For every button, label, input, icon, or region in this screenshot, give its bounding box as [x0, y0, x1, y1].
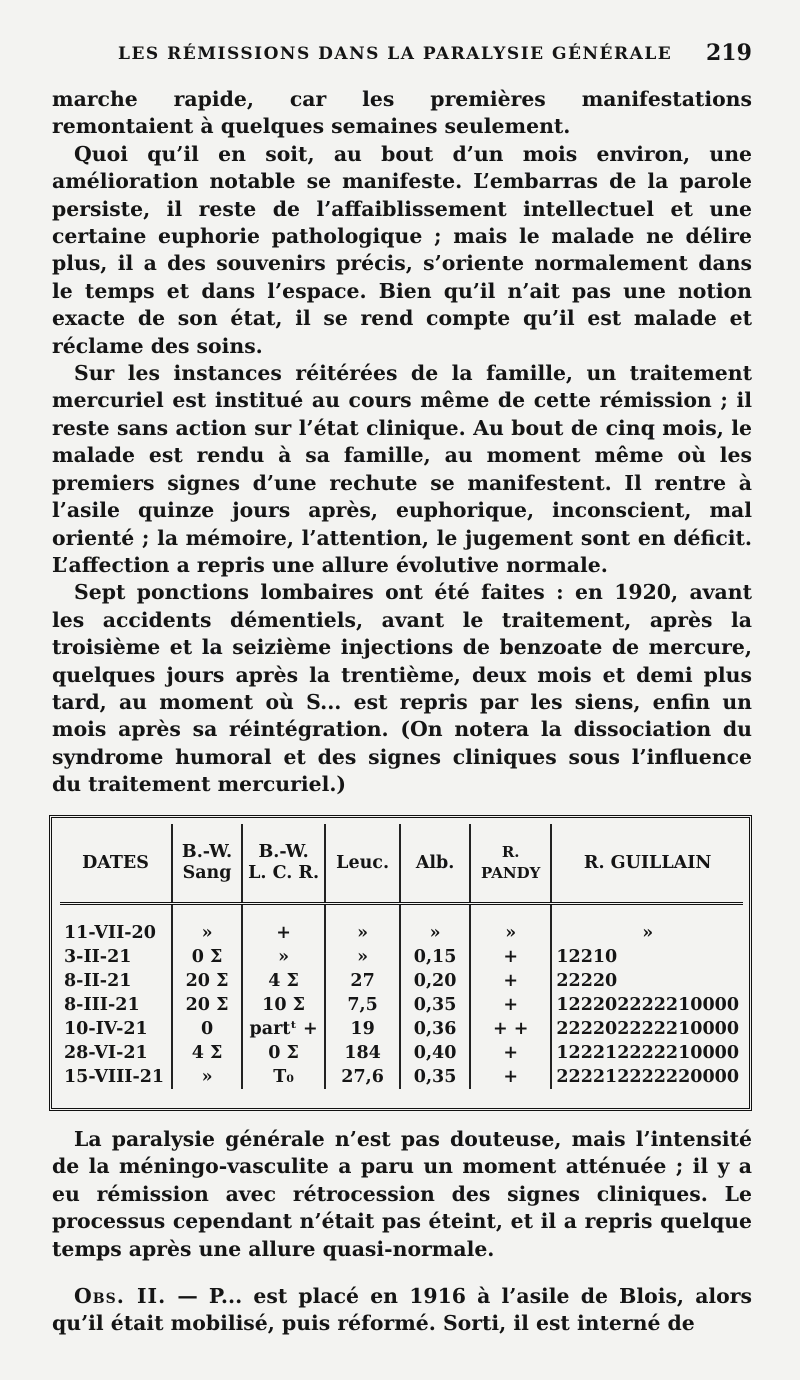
table-row [60, 1017, 743, 1041]
table-row [60, 945, 743, 969]
cell-alb: 0,36 [400, 1017, 470, 1041]
cell-bw-lcr: 10 Σ [242, 993, 325, 1017]
body-text-bottom [52, 1126, 752, 1338]
cell-pandy: + [470, 1065, 551, 1089]
cell-bw-lcr: partᵗ + [242, 1017, 325, 1041]
cell-alb: 0,40 [400, 1041, 470, 1065]
cell-pandy: » [470, 904, 551, 946]
observation-text: — P... est placé en 1916 à l’asile de Blois, alors qu’il était mobilisé, puis réformé. Sorti, il est interné de [52, 1284, 752, 1336]
cell-pandy: + [470, 969, 551, 993]
header-bw-sang: B.-W. Sang [172, 824, 242, 904]
cell-guillain: 12210 [556, 947, 618, 967]
header-guillain: R. GUILLAIN [551, 824, 743, 904]
header-pandy: R. PANDY [470, 824, 551, 904]
cell-pandy: + [470, 993, 551, 1017]
cell-alb: 0,35 [400, 993, 470, 1017]
table-row [60, 969, 743, 993]
cell-bw-lcr: + [242, 904, 325, 946]
paragraph: Sept ponctions lombaires ont été faites : en 1920, avant les accidents démentiels, avant le traitement, après la troisième et la seizième injections de benzoate de mercure, quelques jours après la trentième, deux mois et demi plus tard, au moment où S... est repris par les siens, enfin un mois après sa réintégration. (On notera la dissociation du syndrome humoral et des signes cliniques sous l’influence du traitement mercuriel.) [52, 580, 752, 797]
cell-leuc: 27,6 [325, 1065, 400, 1089]
cell-guillain: 222202222210000 [556, 1019, 739, 1039]
header-alb: Alb. [400, 824, 470, 904]
paragraph: marche rapide, car les premières manifestations remontaient à quelques semaines seulement. [52, 87, 752, 139]
cell-guillain: 22220 [556, 971, 618, 991]
cell-guillain: 222212222220000 [556, 1067, 739, 1087]
cell-pandy: + [470, 945, 551, 969]
paragraph: Sur les instances réitérées de la famille, un traitement mercuriel est institué au cours même de cette rémission ; il reste sans action sur l’état clinique. Au bout de cinq mois, le malade est rendu à sa famille, au moment même où les premiers signes d’une rechute se manifestent. Il rentre à l’asile quinze jours après, euphorique, inconscient, mal orienté ; la mémoire, l’attention, le jugement sont en déficit. L’affection a repris une allure évolutive normale. [52, 361, 752, 577]
table-header-row [60, 824, 743, 904]
header-leuc: Leuc. [325, 824, 400, 904]
cell-bw-sang: 4 Σ [172, 1041, 242, 1065]
table-row [60, 1041, 743, 1065]
cell-leuc: 7,5 [325, 993, 400, 1017]
cell-leuc: 27 [325, 969, 400, 993]
cell-date: 15-VIII-21 [60, 1065, 172, 1089]
table-row [60, 904, 743, 946]
cell-pandy: + [470, 1041, 551, 1065]
header-dates: DATES [60, 824, 172, 904]
cell-date: 28-VI-21 [60, 1041, 172, 1065]
paragraph: La paralysie générale n’est pas douteuse, mais l’intensité de la méningo-vasculite a paru un moment atténuée ; il y a eu rémission avec rétrocession des signes cliniques. Le processus cependant n’était pas éteint, et il a repris quelque temps après une allure quasi-normale. [52, 1127, 752, 1261]
cell-bw-sang: 20 Σ [172, 969, 242, 993]
observation-paragraph [52, 1283, 752, 1338]
cell-date: 3-II-21 [60, 945, 172, 969]
cell-bw-sang: » [172, 1065, 242, 1089]
observation-label: Obs. II. [74, 1284, 167, 1309]
cell-leuc: » [325, 945, 400, 969]
cell-bw-lcr: 0 Σ [242, 1041, 325, 1065]
cell-leuc: 19 [325, 1017, 400, 1041]
cell-bw-sang: 20 Σ [172, 993, 242, 1017]
cell-bw-sang: 0 [172, 1017, 242, 1041]
paragraph: Quoi qu’il en soit, au bout d’un mois environ, une amélioration notable se manifeste. L’embarras de la parole persiste, il reste de l’affaiblissement intellectuel et une certaine euphorie pathologique ; mais le malade ne délire plus, il a des souvenirs précis, s’oriente normalement dans le temps et dans l’espace. Bien qu’il n’ait pas une notion exacte de son état, il se rend compte qu’il est malade et réclame des soins. [52, 141, 752, 358]
cell-leuc: » [325, 904, 400, 946]
cell-alb: 0,15 [400, 945, 470, 969]
lumbar-puncture-table-frame [49, 815, 752, 1111]
cell-guillain: » [642, 923, 654, 943]
cell-leuc: 184 [325, 1041, 400, 1065]
table-row [60, 1065, 743, 1089]
cell-bw-sang: » [172, 904, 242, 946]
cell-bw-lcr: » [242, 945, 325, 969]
body-text-top [52, 86, 752, 799]
cell-bw-lcr: 4 Σ [242, 969, 325, 993]
cell-date: 11-VII-20 [60, 904, 172, 946]
cell-date: 10-IV-21 [60, 1017, 172, 1041]
cell-alb: » [400, 904, 470, 946]
running-header [0, 40, 800, 74]
cell-date: 8-II-21 [60, 969, 172, 993]
cell-guillain: 122212222210000 [556, 1043, 739, 1063]
cell-alb: 0,35 [400, 1065, 470, 1089]
page-number: 219 [706, 40, 752, 66]
lumbar-puncture-table [60, 824, 743, 1089]
cell-pandy: + + [470, 1017, 551, 1041]
table-row [60, 993, 743, 1017]
cell-date: 8-III-21 [60, 993, 172, 1017]
cell-bw-sang: 0 Σ [172, 945, 242, 969]
cell-bw-lcr: T₀ [242, 1065, 325, 1089]
cell-alb: 0,20 [400, 969, 470, 993]
header-bw-lcr: B.-W. L. C. R. [242, 824, 325, 904]
running-title: LES RÉMISSIONS DANS LA PARALYSIE GÉNÉRALE [118, 44, 673, 64]
cell-guillain: 122202222210000 [556, 995, 739, 1015]
